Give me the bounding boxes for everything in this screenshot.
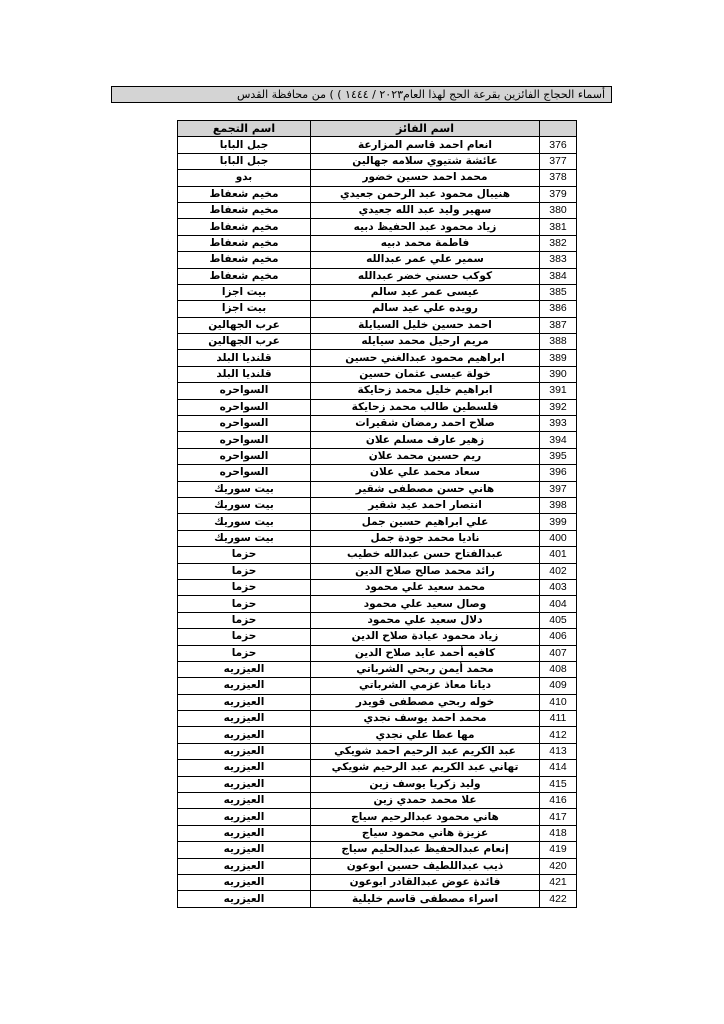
row-number-cell: 406 bbox=[540, 629, 577, 645]
row-number-cell: 416 bbox=[540, 793, 577, 809]
winner-name-cell: محمد سعيد علي محمود bbox=[311, 579, 540, 595]
gathering-cell: السواحره bbox=[178, 383, 311, 399]
gathering-cell: السواحره bbox=[178, 399, 311, 415]
row-number-cell: 402 bbox=[540, 563, 577, 579]
winner-name-cell: عبدالفتاح حسن عبدالله خطيب bbox=[311, 547, 540, 563]
gathering-cell: حزما bbox=[178, 629, 311, 645]
table-row bbox=[178, 481, 577, 497]
winner-name-cell: عزيزة هاني محمود سياج bbox=[311, 825, 540, 841]
winner-name-cell: محمد احمد حسين خضور bbox=[311, 170, 540, 186]
gathering-cell: مخيم شعفاط bbox=[178, 235, 311, 251]
row-number-cell: 392 bbox=[540, 399, 577, 415]
winner-name-cell: عائشة شتيوي سلامه جهالين bbox=[311, 153, 540, 169]
row-number-cell: 420 bbox=[540, 858, 577, 874]
gathering-cell: العيزريه bbox=[178, 776, 311, 792]
row-number-cell: 395 bbox=[540, 448, 577, 464]
gathering-cell: جبل البابا bbox=[178, 153, 311, 169]
winner-name-cell: وليد زكريا يوسف زين bbox=[311, 776, 540, 792]
gathering-cell: العيزريه bbox=[178, 760, 311, 776]
winner-name-cell: انتصار احمد عيد شقير bbox=[311, 497, 540, 513]
gathering-cell: بيت سوريك bbox=[178, 497, 311, 513]
gathering-cell: السواحره bbox=[178, 448, 311, 464]
row-number-cell: 410 bbox=[540, 694, 577, 710]
gathering-cell: بيت اجزا bbox=[178, 284, 311, 300]
table-row bbox=[178, 596, 577, 612]
table-row bbox=[178, 727, 577, 743]
row-number-cell: 417 bbox=[540, 809, 577, 825]
winner-name-cell: خوله ربحي مصطفى قويدر bbox=[311, 694, 540, 710]
row-number-cell: 396 bbox=[540, 465, 577, 481]
row-number-cell: 407 bbox=[540, 645, 577, 661]
table-row bbox=[178, 514, 577, 530]
table-row bbox=[178, 793, 577, 809]
gathering-cell: العيزريه bbox=[178, 678, 311, 694]
table-row bbox=[178, 170, 577, 186]
header-winner-name: اسم الفائز bbox=[311, 121, 540, 137]
row-number-cell: 389 bbox=[540, 350, 577, 366]
winner-name-cell: اسراء مصطفى قاسم خليلية bbox=[311, 891, 540, 907]
winner-name-cell: مها عطا علي نجدي bbox=[311, 727, 540, 743]
winner-name-cell: كوكب حسني خضر عبدالله bbox=[311, 268, 540, 284]
winner-name-cell: رويده علي عيد سالم bbox=[311, 301, 540, 317]
header-number bbox=[540, 121, 577, 137]
table-row bbox=[178, 366, 577, 382]
row-number-cell: 390 bbox=[540, 366, 577, 382]
row-number-cell: 387 bbox=[540, 317, 577, 333]
gathering-cell: السواحره bbox=[178, 432, 311, 448]
table-row bbox=[178, 416, 577, 432]
table-row bbox=[178, 891, 577, 907]
row-number-cell: 385 bbox=[540, 284, 577, 300]
gathering-cell: قلنديا البلد bbox=[178, 350, 311, 366]
table-row bbox=[178, 252, 577, 268]
winner-name-cell: ناديا محمد جودة جمل bbox=[311, 530, 540, 546]
table-row bbox=[178, 678, 577, 694]
table-row bbox=[178, 317, 577, 333]
table-row bbox=[178, 202, 577, 218]
table-header-row bbox=[178, 121, 577, 137]
row-number-cell: 413 bbox=[540, 743, 577, 759]
gathering-cell: حزما bbox=[178, 596, 311, 612]
row-number-cell: 419 bbox=[540, 842, 577, 858]
table-row bbox=[178, 661, 577, 677]
table-row bbox=[178, 465, 577, 481]
row-number-cell: 422 bbox=[540, 891, 577, 907]
table-row bbox=[178, 547, 577, 563]
gathering-cell: بيت اجزا bbox=[178, 301, 311, 317]
table-row bbox=[178, 563, 577, 579]
table-row bbox=[178, 186, 577, 202]
winner-name-cell: ديانا معاذ عزمي الشرباتي bbox=[311, 678, 540, 694]
table-row bbox=[178, 432, 577, 448]
table-row bbox=[178, 301, 577, 317]
table-row bbox=[178, 842, 577, 858]
winner-name-cell: محمد أيمن ربحي الشرباتي bbox=[311, 661, 540, 677]
winner-name-cell: فاطمة محمد دبيه bbox=[311, 235, 540, 251]
gathering-cell: العيزريه bbox=[178, 743, 311, 759]
winner-name-cell: صلاح احمد رمضان شقيرات bbox=[311, 416, 540, 432]
gathering-cell: حزما bbox=[178, 547, 311, 563]
row-number-cell: 386 bbox=[540, 301, 577, 317]
gathering-cell: مخيم شعفاط bbox=[178, 252, 311, 268]
table-row bbox=[178, 219, 577, 235]
gathering-cell: السواحره bbox=[178, 416, 311, 432]
row-number-cell: 377 bbox=[540, 153, 577, 169]
row-number-cell: 411 bbox=[540, 711, 577, 727]
row-number-cell: 383 bbox=[540, 252, 577, 268]
header-gathering: اسم التجمع bbox=[178, 121, 311, 137]
winner-name-cell: مريم ارحيل محمد سيايله bbox=[311, 334, 540, 350]
table-row bbox=[178, 268, 577, 284]
row-number-cell: 382 bbox=[540, 235, 577, 251]
winner-name-cell: هاني حسن مصطفى شقير bbox=[311, 481, 540, 497]
winner-name-cell: وصال سعيد علي محمود bbox=[311, 596, 540, 612]
gathering-cell: جبل البابا bbox=[178, 137, 311, 153]
gathering-cell: حزما bbox=[178, 579, 311, 595]
row-number-cell: 379 bbox=[540, 186, 577, 202]
winner-name-cell: ذيب عبداللطيف حسين ابوعون bbox=[311, 858, 540, 874]
table-row bbox=[178, 137, 577, 153]
winner-name-cell: خولة عيسى عثمان حسين bbox=[311, 366, 540, 382]
winner-name-cell: كافيه أحمد عايد صلاح الدين bbox=[311, 645, 540, 661]
row-number-cell: 418 bbox=[540, 825, 577, 841]
table-row bbox=[178, 645, 577, 661]
winner-name-cell: ريم حسين محمد علان bbox=[311, 448, 540, 464]
table-row bbox=[178, 448, 577, 464]
row-number-cell: 408 bbox=[540, 661, 577, 677]
winner-name-cell: احمد حسين خليل السيايلة bbox=[311, 317, 540, 333]
row-number-cell: 381 bbox=[540, 219, 577, 235]
winner-name-cell: ابراهيم محمود عبدالغني حسين bbox=[311, 350, 540, 366]
table-row bbox=[178, 153, 577, 169]
row-number-cell: 388 bbox=[540, 334, 577, 350]
table-row bbox=[178, 383, 577, 399]
gathering-cell: العيزريه bbox=[178, 874, 311, 890]
table-row bbox=[178, 743, 577, 759]
winner-name-cell: عبد الكريم عبد الرحيم احمد شويكي bbox=[311, 743, 540, 759]
gathering-cell: بدو bbox=[178, 170, 311, 186]
winner-name-cell: عيسى عمر عيد سالم bbox=[311, 284, 540, 300]
row-number-cell: 399 bbox=[540, 514, 577, 530]
winner-name-cell: زياد محمود عيادة صلاح الدين bbox=[311, 629, 540, 645]
gathering-cell: العيزريه bbox=[178, 858, 311, 874]
winner-name-cell: انعام احمد قاسم المزارعة bbox=[311, 137, 540, 153]
row-number-cell: 378 bbox=[540, 170, 577, 186]
table-row bbox=[178, 825, 577, 841]
gathering-cell: بيت سوريك bbox=[178, 530, 311, 546]
table-row bbox=[178, 760, 577, 776]
gathering-cell: مخيم شعفاط bbox=[178, 186, 311, 202]
gathering-cell: العيزريه bbox=[178, 891, 311, 907]
row-number-cell: 421 bbox=[540, 874, 577, 890]
row-number-cell: 403 bbox=[540, 579, 577, 595]
gathering-cell: السواحره bbox=[178, 465, 311, 481]
gathering-cell: العيزريه bbox=[178, 825, 311, 841]
table-row bbox=[178, 497, 577, 513]
gathering-cell: قلنديا البلد bbox=[178, 366, 311, 382]
row-number-cell: 393 bbox=[540, 416, 577, 432]
winner-name-cell: تهاني عبد الكريم عبد الرحيم شويكي bbox=[311, 760, 540, 776]
gathering-cell: مخيم شعفاط bbox=[178, 202, 311, 218]
winner-name-cell: رائد محمد صالح صلاح الدين bbox=[311, 563, 540, 579]
gathering-cell: العيزريه bbox=[178, 727, 311, 743]
winner-name-cell: ابراهيم خليل محمد زحايكة bbox=[311, 383, 540, 399]
gathering-cell: مخيم شعفاط bbox=[178, 219, 311, 235]
table-row bbox=[178, 399, 577, 415]
row-number-cell: 401 bbox=[540, 547, 577, 563]
gathering-cell: مخيم شعفاط bbox=[178, 268, 311, 284]
winners-table bbox=[177, 120, 577, 908]
row-number-cell: 394 bbox=[540, 432, 577, 448]
winner-name-cell: سعاد محمد علي علان bbox=[311, 465, 540, 481]
row-number-cell: 398 bbox=[540, 497, 577, 513]
winner-name-cell: علا محمد حمدي زين bbox=[311, 793, 540, 809]
table-row bbox=[178, 858, 577, 874]
table-row bbox=[178, 334, 577, 350]
table-row bbox=[178, 350, 577, 366]
row-number-cell: 397 bbox=[540, 481, 577, 497]
table-row bbox=[178, 612, 577, 628]
gathering-cell: حزما bbox=[178, 612, 311, 628]
gathering-cell: العيزريه bbox=[178, 694, 311, 710]
row-number-cell: 384 bbox=[540, 268, 577, 284]
gathering-cell: بيت سوريك bbox=[178, 481, 311, 497]
row-number-cell: 414 bbox=[540, 760, 577, 776]
table-row bbox=[178, 530, 577, 546]
gathering-cell: حزما bbox=[178, 645, 311, 661]
row-number-cell: 380 bbox=[540, 202, 577, 218]
row-number-cell: 412 bbox=[540, 727, 577, 743]
table-row bbox=[178, 579, 577, 595]
gathering-cell: العيزريه bbox=[178, 809, 311, 825]
winner-name-cell: فائدة عوض عبدالقادر ابوعون bbox=[311, 874, 540, 890]
winner-name-cell: فلسطين طالب محمد زحايكة bbox=[311, 399, 540, 415]
winner-name-cell: هنيبال محمود عبد الرحمن جعيدي bbox=[311, 186, 540, 202]
table-row bbox=[178, 776, 577, 792]
gathering-cell: العيزريه bbox=[178, 661, 311, 677]
table-row bbox=[178, 629, 577, 645]
table-row bbox=[178, 874, 577, 890]
gathering-cell: عرب الجهالين bbox=[178, 334, 311, 350]
gathering-cell: بيت سوريك bbox=[178, 514, 311, 530]
gathering-cell: العيزريه bbox=[178, 793, 311, 809]
table-row bbox=[178, 711, 577, 727]
winner-name-cell: سمير علي عمر عبدالله bbox=[311, 252, 540, 268]
row-number-cell: 400 bbox=[540, 530, 577, 546]
winner-name-cell: دلال سعيد علي محمود bbox=[311, 612, 540, 628]
row-number-cell: 415 bbox=[540, 776, 577, 792]
gathering-cell: عرب الجهالين bbox=[178, 317, 311, 333]
table-row bbox=[178, 284, 577, 300]
table-row bbox=[178, 235, 577, 251]
table-row bbox=[178, 694, 577, 710]
document-title: أسماء الحجاج الفائزين بقرعة الحج لهذا العام٢٠٢٣ / ١٤٤٤ ) ) من محافظة القدس bbox=[111, 86, 612, 103]
winner-name-cell: سهير وليد عبد الله جعيدي bbox=[311, 202, 540, 218]
winner-name-cell: علي ابراهيم حسين جمل bbox=[311, 514, 540, 530]
row-number-cell: 404 bbox=[540, 596, 577, 612]
winner-name-cell: زهير عارف مسلم علان bbox=[311, 432, 540, 448]
winner-name-cell: هاني محمود عبدالرحيم سياج bbox=[311, 809, 540, 825]
row-number-cell: 409 bbox=[540, 678, 577, 694]
row-number-cell: 376 bbox=[540, 137, 577, 153]
table-row bbox=[178, 809, 577, 825]
row-number-cell: 405 bbox=[540, 612, 577, 628]
gathering-cell: حزما bbox=[178, 563, 311, 579]
winner-name-cell: زياد محمود عبد الحفيظ دبيه bbox=[311, 219, 540, 235]
gathering-cell: العيزريه bbox=[178, 842, 311, 858]
row-number-cell: 391 bbox=[540, 383, 577, 399]
gathering-cell: العيزريه bbox=[178, 711, 311, 727]
winner-name-cell: محمد احمد يوسف نجدي bbox=[311, 711, 540, 727]
winner-name-cell: إنعام عبدالحفيظ عبدالحليم سياج bbox=[311, 842, 540, 858]
